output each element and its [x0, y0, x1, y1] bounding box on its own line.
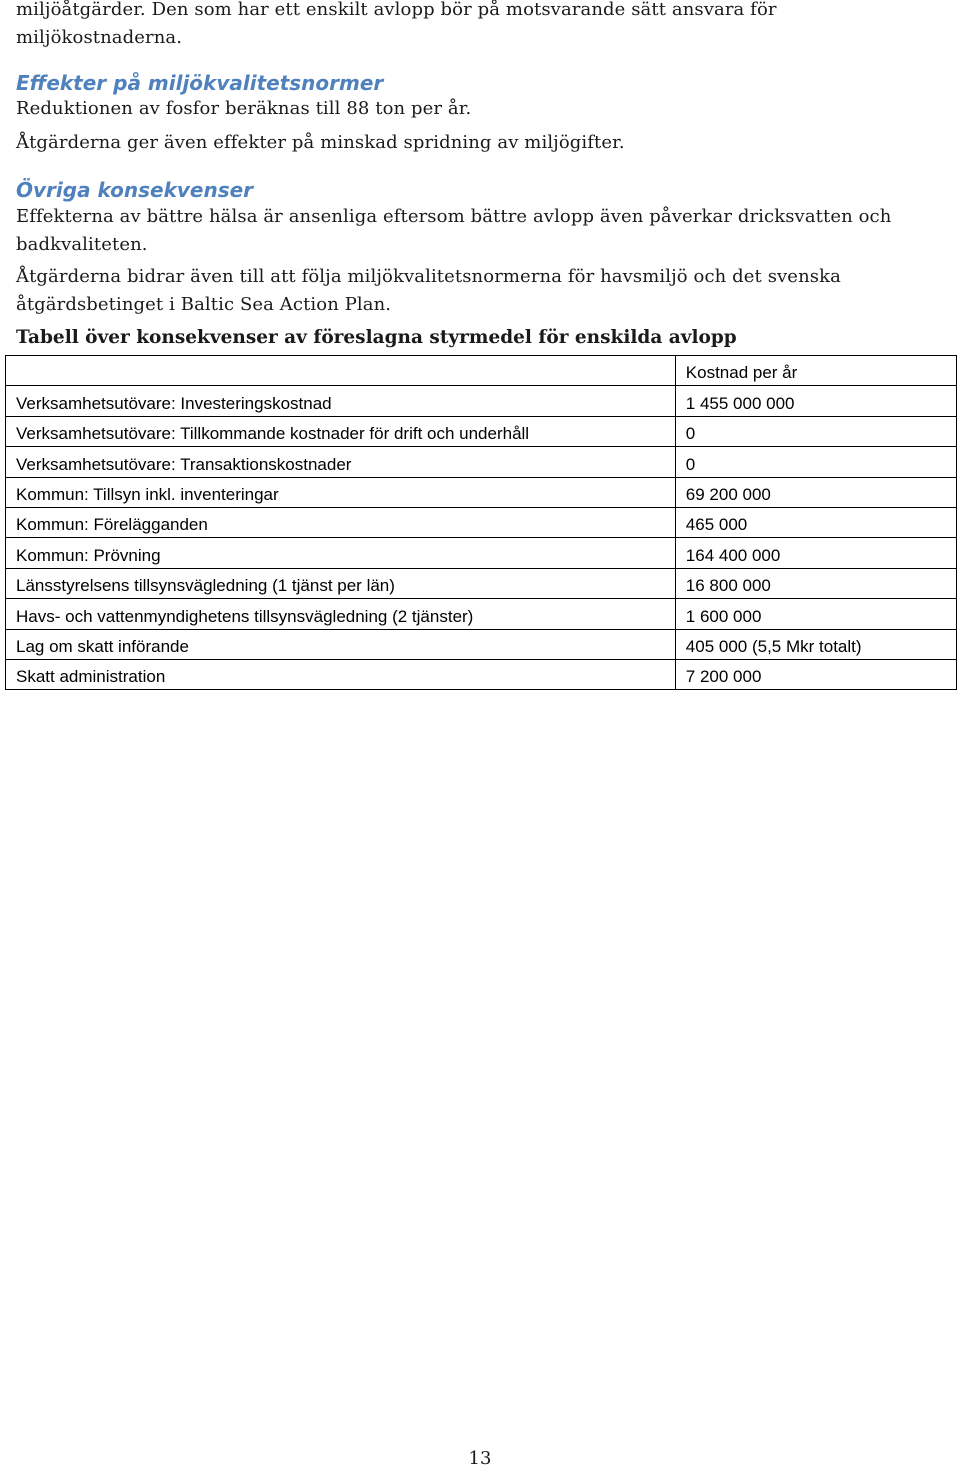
row-label: Kommun: Prövning: [6, 538, 676, 568]
row-cost: 1 455 000 000: [675, 386, 956, 416]
ovriga-paragraph-1: Effekterna av bättre hälsa är ansenliga eftersom bättre avlopp även påverkar dricksvatten och badkvaliteten.: [16, 206, 892, 255]
table-row: [6, 568, 957, 598]
row-label: Skatt administration: [6, 659, 676, 689]
table-row: [6, 629, 957, 659]
table-row: [6, 447, 957, 477]
intro-paragraph: miljöåtgärder. Den som har ett enskilt avlopp bör på motsvarande sätt ansvara för miljökostnaderna.: [16, 0, 777, 48]
row-label: Havs- och vattenmyndighetens tillsynsvägledning (2 tjänster): [6, 599, 676, 629]
row-cost: 16 800 000: [675, 568, 956, 598]
table-row: [6, 507, 957, 537]
table-caption: Tabell över konsekvenser av föreslagna styrmedel för enskilda avlopp: [16, 327, 737, 348]
table-row: [6, 416, 957, 446]
table-row: [6, 477, 957, 507]
heading-ovriga: Övriga konsekvenser: [16, 178, 254, 202]
table-row: [6, 599, 957, 629]
ovriga-paragraph-2: Åtgärderna bidrar även till att följa miljökvalitetsnormerna för havsmiljö och det svenska åtgärdsbetinget i Baltic Sea Action Plan.: [16, 266, 841, 315]
row-cost: 465 000: [675, 507, 956, 537]
row-cost: 0: [675, 447, 956, 477]
header-cost-cell: Kostnad per år: [675, 356, 956, 386]
row-label: Länsstyrelsens tillsynsvägledning (1 tjänst per län): [6, 568, 676, 598]
row-cost: 1 600 000: [675, 599, 956, 629]
effekter-paragraph-2: Åtgärderna ger även effekter på minskad spridning av miljögifter.: [16, 132, 625, 153]
table-header-row: [6, 356, 957, 386]
row-cost: 7 200 000: [675, 659, 956, 689]
table-row: [6, 659, 957, 689]
row-label: Kommun: Tillsyn inkl. inventeringar: [6, 477, 676, 507]
page-number: 13: [468, 1448, 492, 1469]
row-cost: 0: [675, 416, 956, 446]
row-cost: 405 000 (5,5 Mkr totalt): [675, 629, 956, 659]
row-label: Kommun: Förelägganden: [6, 507, 676, 537]
heading-effekter: Effekter på miljökvalitetsnormer: [16, 71, 384, 95]
row-label: Verksamhetsutövare: Transaktionskostnader: [6, 447, 676, 477]
table-row: [6, 538, 957, 568]
table-row: [6, 386, 957, 416]
row-label: Verksamhetsutövare: Investeringskostnad: [6, 386, 676, 416]
row-cost: 69 200 000: [675, 477, 956, 507]
row-label: Lag om skatt införande: [6, 629, 676, 659]
cost-table: [5, 355, 957, 690]
row-cost: 164 400 000: [675, 538, 956, 568]
header-label-cell: [6, 356, 676, 386]
effekter-paragraph-1: Reduktionen av fosfor beräknas till 88 ton per år.: [16, 98, 472, 119]
row-label: Verksamhetsutövare: Tillkommande kostnader för drift och underhåll: [6, 416, 676, 446]
